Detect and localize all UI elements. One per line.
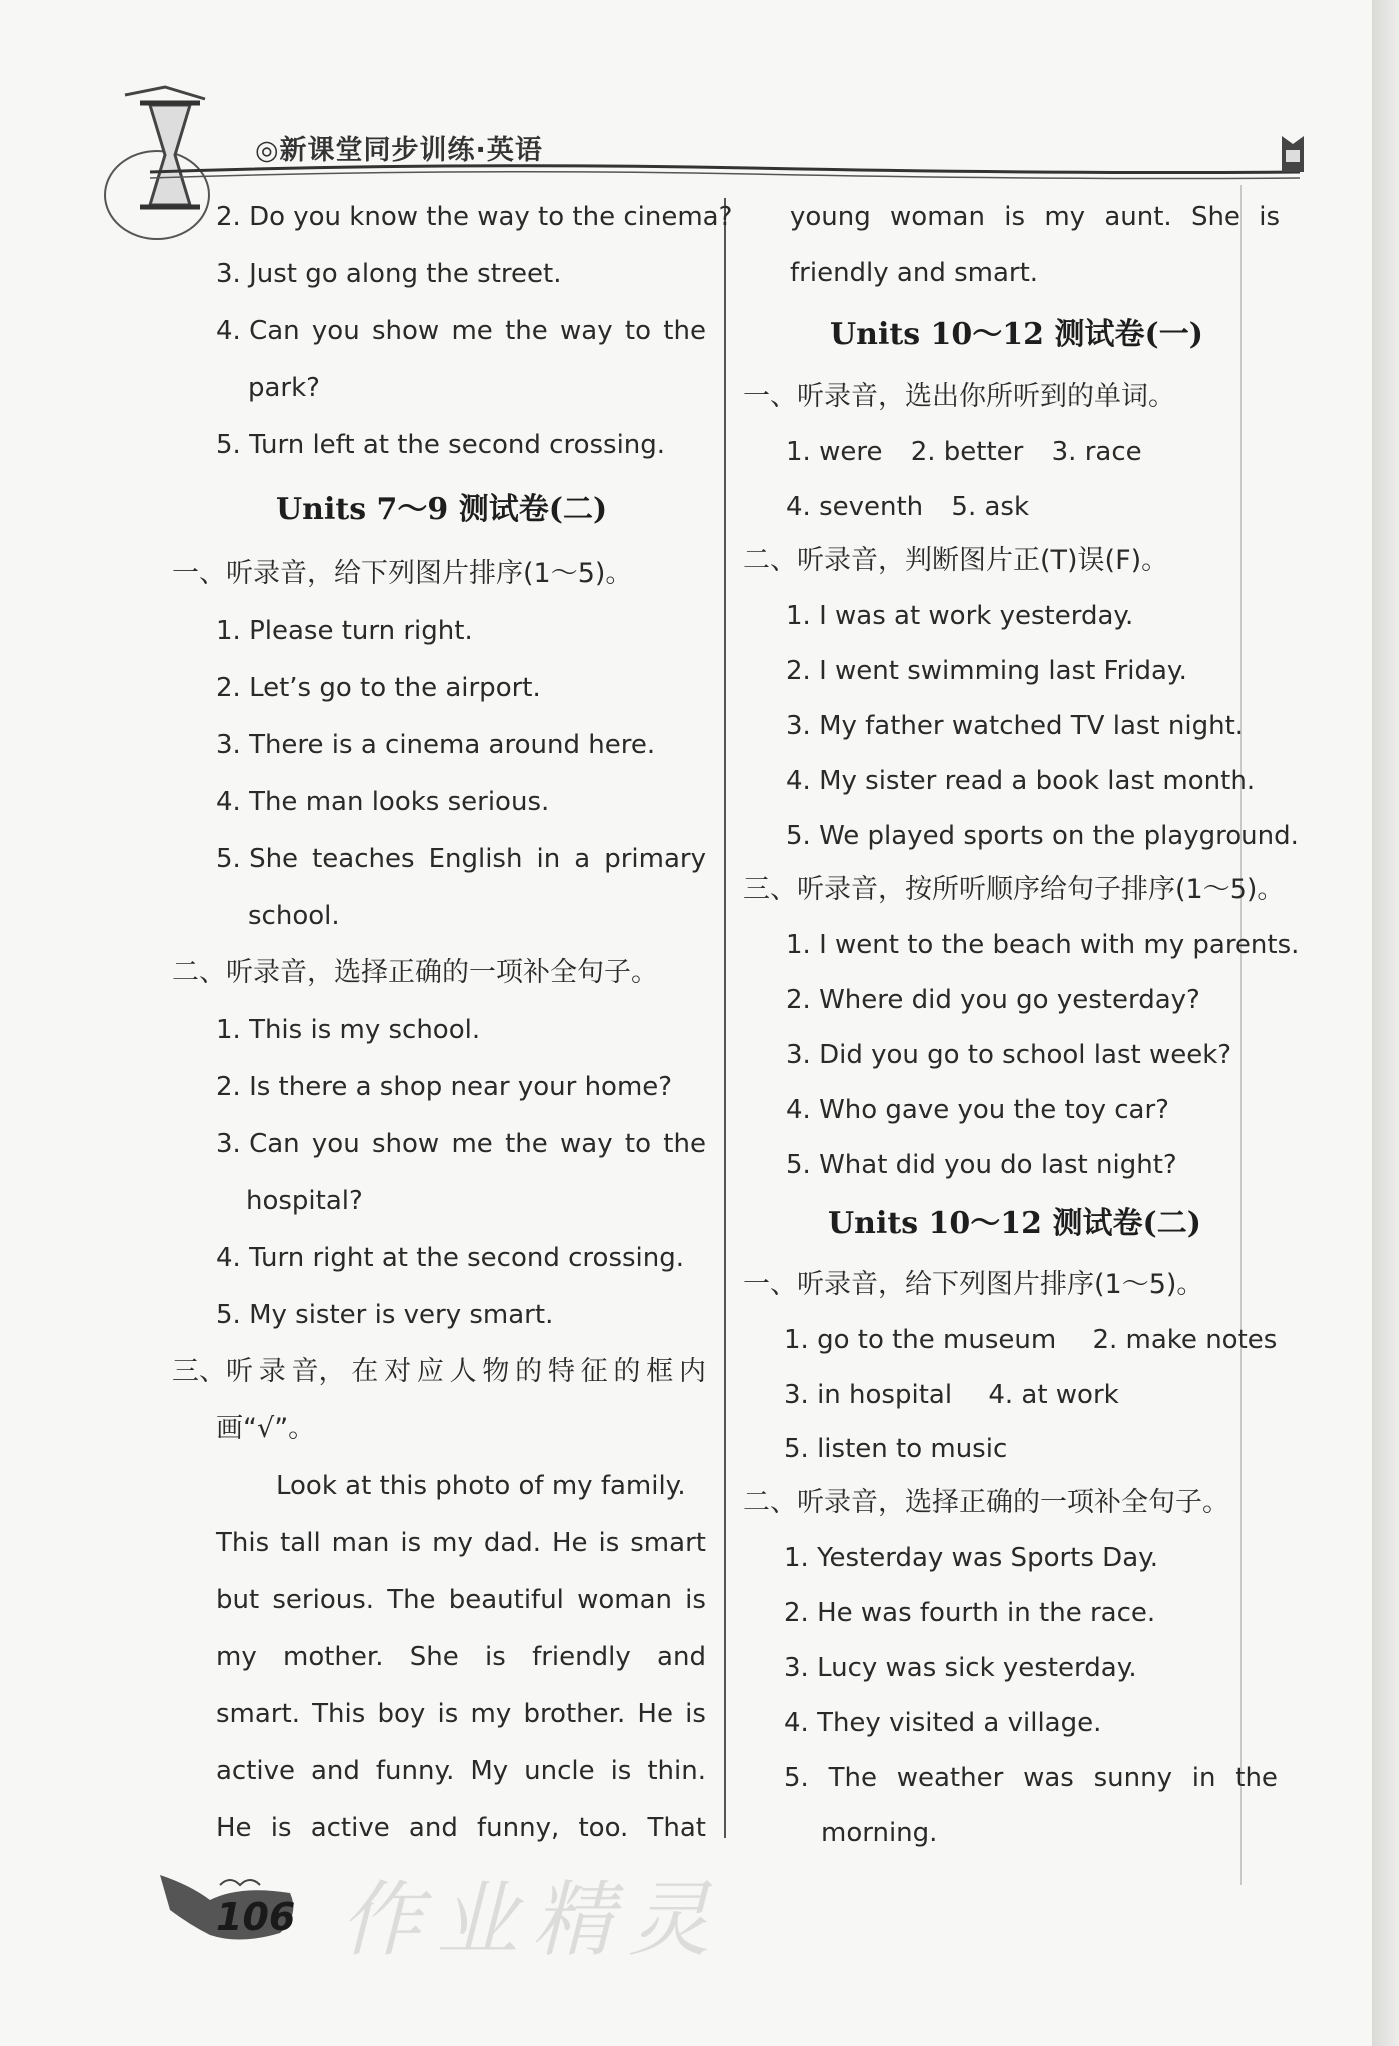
word: is xyxy=(598,1528,620,1558)
s2-part1-heading: 一、听录音，给下列图片排序(1～5)。 xyxy=(743,1269,1204,1300)
word: The xyxy=(387,1585,436,1615)
s1-part3-item: 4. Who gave you the toy car? xyxy=(786,1095,1169,1125)
word-option: 1. were xyxy=(786,437,883,467)
char: 录 xyxy=(258,1356,286,1387)
word: and xyxy=(408,1813,458,1843)
s1-part2-item: 2. I went swimming last Friday. xyxy=(786,656,1187,686)
word: my xyxy=(1044,202,1086,232)
left-line: 3. Just go along the street. xyxy=(216,259,562,289)
section-title-units-10-12-a: Units 10～12 测试卷(一) xyxy=(830,317,1203,352)
s1-part2-heading: 二、听录音，判断图片正(T)误(F)。 xyxy=(743,545,1169,576)
char: 在 xyxy=(351,1356,379,1387)
page-edge xyxy=(1372,0,1399,2046)
word: smart. xyxy=(216,1699,300,1729)
passage-first-line: Look at this photo of my family. xyxy=(276,1471,686,1501)
s2-part1-row xyxy=(784,1378,1119,1412)
word: the xyxy=(663,1129,706,1159)
watermark: 作业精灵 xyxy=(340,1873,724,1968)
word: boy xyxy=(377,1699,426,1729)
word: She xyxy=(409,1642,459,1672)
word: tall xyxy=(280,1528,321,1558)
word-option: 5. ask xyxy=(951,492,1030,522)
left-line: 5. Turn left at the second crossing. xyxy=(216,430,666,460)
char: 框 xyxy=(646,1356,674,1387)
s1-part1-row xyxy=(786,435,1142,469)
phrase-option: 2. make notes xyxy=(1092,1325,1278,1355)
word: is xyxy=(685,1699,706,1729)
word: friendly xyxy=(532,1642,631,1672)
section-title-units-10-12-b: Units 10～12 测试卷(二) xyxy=(828,1206,1201,1241)
char: 三、听 xyxy=(172,1356,253,1387)
word: 5. xyxy=(784,1763,809,1793)
word: aunt. xyxy=(1104,202,1172,232)
char: 征 xyxy=(580,1356,608,1387)
word: to xyxy=(624,1129,652,1159)
char: 对 xyxy=(384,1356,412,1387)
part1-item5-line1 xyxy=(216,842,706,876)
word: way xyxy=(560,1129,613,1159)
word: active xyxy=(216,1756,296,1786)
word: beautiful xyxy=(448,1585,564,1615)
word: woman xyxy=(890,202,985,232)
word: me xyxy=(451,1129,493,1159)
word: too. xyxy=(578,1813,629,1843)
word: a xyxy=(574,844,591,874)
word: serious. xyxy=(272,1585,375,1615)
char: 音， xyxy=(291,1356,346,1387)
word-option: 4. seventh xyxy=(786,492,924,522)
word: is xyxy=(485,1642,506,1672)
passage-line xyxy=(216,1526,706,1560)
word: He xyxy=(216,1813,252,1843)
passage-line xyxy=(216,1697,706,1731)
part1-item5-line2: school. xyxy=(248,901,340,931)
word: the xyxy=(1235,1763,1278,1793)
word: weather xyxy=(896,1763,1004,1793)
word: is xyxy=(610,1756,632,1786)
s1-part2-item: 5. We played sports on the playground. xyxy=(786,821,1299,851)
part2-item: 2. Is there a shop near your home? xyxy=(216,1072,673,1102)
word: show xyxy=(371,316,440,346)
word: the xyxy=(663,316,706,346)
passage-cont-line1 xyxy=(790,200,1280,234)
word: English xyxy=(428,844,523,874)
part2-item3-line1 xyxy=(216,1127,706,1161)
phrase-option: 4. at work xyxy=(988,1380,1119,1410)
word: He xyxy=(552,1528,588,1558)
s1-part3-item: 5. What did you do last night? xyxy=(786,1150,1177,1180)
char: 的 xyxy=(515,1356,543,1387)
word: young xyxy=(790,202,871,232)
word: in xyxy=(536,844,561,874)
word: smart xyxy=(630,1528,706,1558)
margin-line xyxy=(1240,185,1242,1885)
word: is xyxy=(400,1528,422,1558)
s1-part3-item: 1. I went to the beach with my parents. xyxy=(786,930,1300,960)
passage-line xyxy=(216,1640,706,1674)
word: My xyxy=(470,1756,509,1786)
word-option: 3. race xyxy=(1051,437,1142,467)
part1-item: 4. The man looks serious. xyxy=(216,787,550,817)
part3-heading-line2: 画“√”。 xyxy=(216,1413,316,1444)
part3-heading-line1 xyxy=(172,1355,706,1389)
header-divider xyxy=(150,160,1300,190)
left-item4-line2: park? xyxy=(248,373,320,403)
s1-part3-item: 2. Where did you go yesterday? xyxy=(786,985,1200,1015)
word: mother. xyxy=(283,1642,384,1672)
word: man xyxy=(331,1528,390,1558)
left-line: 2. Do you know the way to the cinema? xyxy=(216,202,733,232)
s2-part2-item: 1. Yesterday was Sports Day. xyxy=(784,1543,1159,1573)
part1-item: 1. Please turn right. xyxy=(216,616,473,646)
char: 物 xyxy=(482,1356,510,1387)
s2-part2-item: 4. They visited a village. xyxy=(784,1708,1102,1738)
s1-part3-heading: 三、听录音，按所听顺序给句子排序(1～5)。 xyxy=(743,874,1285,905)
char: 的 xyxy=(613,1356,641,1387)
word: 3. Can xyxy=(216,1129,300,1159)
word: This xyxy=(216,1528,270,1558)
part1-heading: 一、听录音，给下列图片排序(1～5)。 xyxy=(172,558,633,589)
part2-item: 4. Turn right at the second crossing. xyxy=(216,1243,685,1273)
word: my xyxy=(470,1699,512,1729)
word: you xyxy=(311,1129,360,1159)
char: 应 xyxy=(416,1356,444,1387)
word: funny, xyxy=(477,1813,560,1843)
s2-part2-item: 3. Lucy was sick yesterday. xyxy=(784,1653,1137,1683)
word: woman xyxy=(577,1585,672,1615)
s2-part2-item5-line2: morning. xyxy=(821,1818,938,1848)
word: active xyxy=(310,1813,390,1843)
part2-item: 5. My sister is very smart. xyxy=(216,1300,554,1330)
char: 人 xyxy=(449,1356,477,1387)
word: sunny xyxy=(1093,1763,1172,1793)
word: show xyxy=(371,1129,440,1159)
s2-part1-row xyxy=(784,1323,1277,1357)
word: thin. xyxy=(647,1756,706,1786)
word: is xyxy=(1259,202,1280,232)
word: is xyxy=(1004,202,1026,232)
word: and xyxy=(657,1642,706,1672)
part1-item: 2. Let’s go to the airport. xyxy=(216,673,541,703)
word: but xyxy=(216,1585,260,1615)
s1-part2-item: 3. My father watched TV last night. xyxy=(786,711,1244,741)
page-number: 106 xyxy=(216,1895,296,1939)
left-item4-line1 xyxy=(216,314,706,348)
char: 特 xyxy=(547,1356,575,1387)
word: primary xyxy=(604,844,706,874)
s2-part2-heading: 二、听录音，选择正确的一项补全句子。 xyxy=(743,1487,1229,1518)
passage-line xyxy=(216,1754,706,1788)
word: me xyxy=(451,316,493,346)
s2-part2-item5-line1 xyxy=(784,1761,1278,1795)
word: She xyxy=(1190,202,1240,232)
part2-item3-line2: hospital? xyxy=(246,1186,363,1216)
s1-part1-row xyxy=(786,490,1029,524)
word: He xyxy=(637,1699,673,1729)
word: the xyxy=(505,316,548,346)
word: you xyxy=(311,316,360,346)
s2-part1-row: 5. listen to music xyxy=(784,1434,1008,1464)
word: my xyxy=(216,1642,257,1672)
word: and xyxy=(310,1756,360,1786)
s1-part2-item: 1. I was at work yesterday. xyxy=(786,601,1134,631)
word: to xyxy=(624,316,652,346)
word: 5. She xyxy=(216,844,299,874)
word: was xyxy=(1023,1763,1074,1793)
word: dad. xyxy=(483,1528,542,1558)
column-divider xyxy=(724,198,726,1838)
s1-part2-item: 4. My sister read a book last month. xyxy=(786,766,1256,796)
word: The xyxy=(828,1763,877,1793)
s1-part1-heading: 一、听录音，选出你所听到的单词。 xyxy=(743,381,1175,412)
part1-item: 3. There is a cinema around here. xyxy=(216,730,656,760)
word: the xyxy=(505,1129,548,1159)
phrase-option: 3. in hospital xyxy=(784,1380,953,1410)
word: way xyxy=(560,316,613,346)
word: That xyxy=(647,1813,706,1843)
part2-item: 1. This is my school. xyxy=(216,1015,481,1045)
word: is xyxy=(685,1585,706,1615)
word-option: 2. better xyxy=(910,437,1024,467)
header-title: ◎新课堂同步训练·英语 xyxy=(255,135,543,166)
word: funny. xyxy=(375,1756,455,1786)
word: in xyxy=(1191,1763,1216,1793)
s1-part3-item: 3. Did you go to school last week? xyxy=(786,1040,1232,1070)
word: brother. xyxy=(523,1699,626,1729)
passage-line xyxy=(216,1811,706,1845)
word: is xyxy=(437,1699,459,1729)
word: my xyxy=(432,1528,473,1558)
word: is xyxy=(270,1813,292,1843)
char: 内 xyxy=(678,1356,706,1387)
word: uncle xyxy=(524,1756,595,1786)
word: This xyxy=(312,1699,366,1729)
word: 4. Can xyxy=(216,316,300,346)
passage-cont-line2: friendly and smart. xyxy=(790,258,1039,288)
passage-line xyxy=(216,1583,706,1617)
s2-part2-item: 2. He was fourth in the race. xyxy=(784,1598,1156,1628)
bookmark-icon xyxy=(1276,132,1310,176)
phrase-option: 1. go to the museum xyxy=(784,1325,1057,1355)
section-title-units-7-9: Units 7～9 测试卷(二) xyxy=(276,492,608,527)
part2-heading: 二、听录音，选择正确的一项补全句子。 xyxy=(172,957,658,988)
word: teaches xyxy=(312,844,415,874)
